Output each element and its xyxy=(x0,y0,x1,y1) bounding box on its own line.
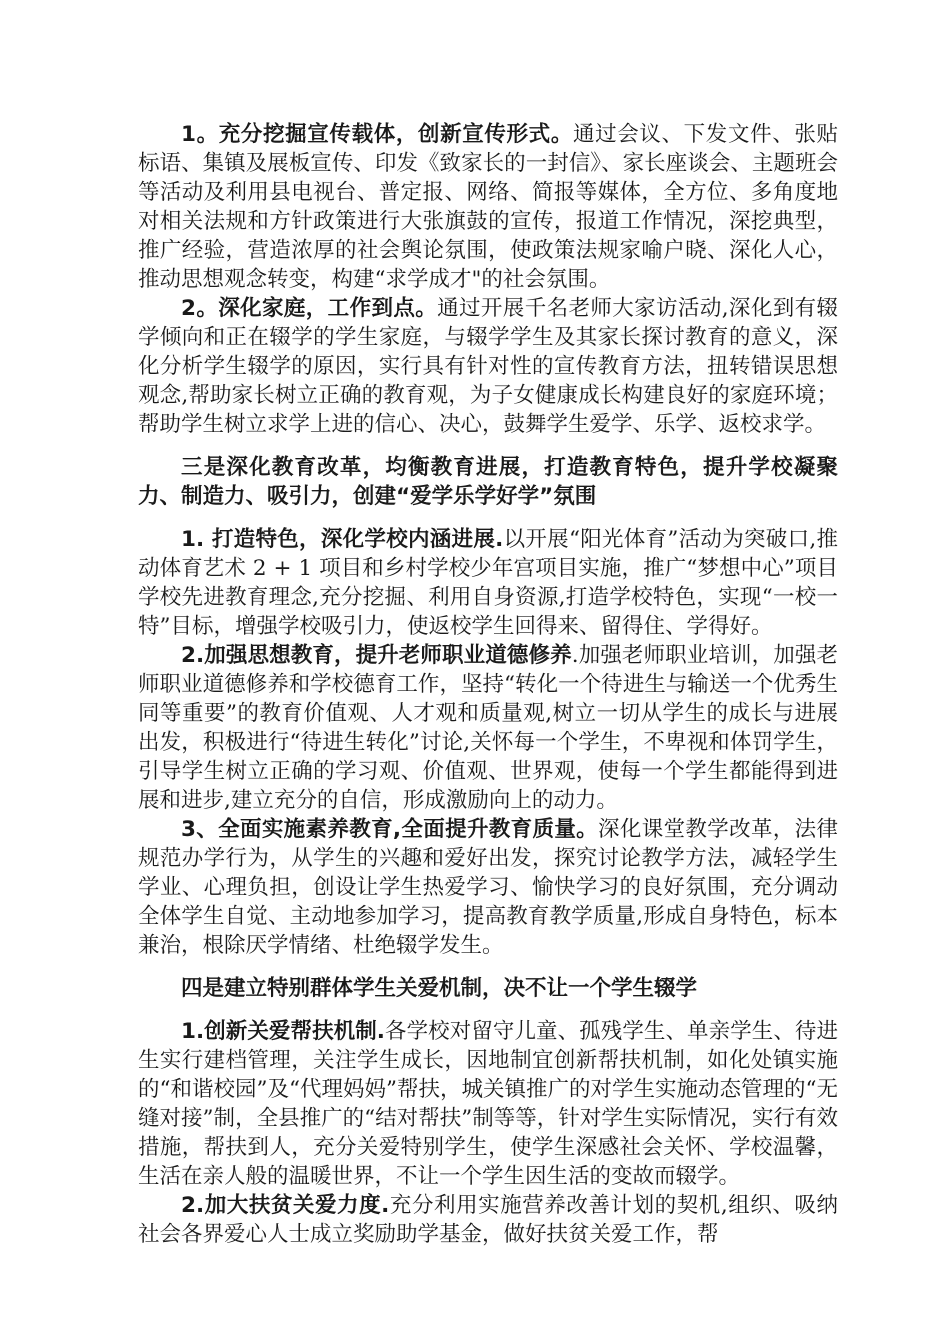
paragraph-lead: 1。充分挖掘宣传载体，创新宣传形式。 xyxy=(181,122,573,147)
paragraph-1-2 xyxy=(138,294,838,439)
paragraph-text: 通过开展千名老师大家访活动,深化到有辍学倾向和正在辍学的学生家庭，与辍学学生及其家长探讨教育的意义，深化分析学生辍学的原因，实行具有针对性的宣传教育方法，扭转错误思想观念,帮助家长树立正确的教育观，为子女健康成长构建良好的家庭环境；帮助学生树立求学上进的信心、决心，鼓舞学生爱学、乐学、返校求学。 xyxy=(138,296,838,437)
paragraph-lead: 2。深化家庭，工作到点。 xyxy=(181,296,438,321)
section-heading-3: 三是深化教育改革，均衡教育进展，打造教育特色，提升学校凝聚力、制造力、吸引力，创建“爱学乐学好学”氛围 xyxy=(138,455,838,509)
paragraph-4-2 xyxy=(138,1191,838,1249)
paragraph-lead: 3、全面实施素养教育,全面提升教育质量。 xyxy=(181,817,599,842)
section-heading-4: 四是建立特别群体学生关爱机制，决不让一个学生辍学 xyxy=(181,976,698,1001)
paragraph-3-1 xyxy=(138,525,838,641)
paragraph-3-2 xyxy=(138,641,838,815)
paragraph-lead: 1. 打造特色，深化学校内涵进展. xyxy=(181,527,504,552)
paragraph-lead: 1.创新关爱帮扶机制. xyxy=(181,1019,385,1044)
paragraph-text: 各学校对留守儿童、孤残学生、单亲学生、待进生实行建档管理，关注学生成长，因地制宜创新帮扶机制，如化处镇实施的“和谐校园”及“代理妈妈”帮扶，城关镇推广的对学生实施动态管理的“无缝对接”制，全县推广的“结对帮扶”制等等，针对学生实际情况，实行有效措施，帮扶到人，充分关爱特别学生，使学生深感社会关怀、学校温馨，生活在亲人般的温暖世界，不让一个学生因生活的变故而辍学。 xyxy=(138,1019,838,1189)
paragraph-text: 充分利用实施营养改善计划的契机,组织、吸纳社会各界爱心人士成立奖励助学基金，做好扶贫关爱工作，帮 xyxy=(138,1193,838,1247)
paragraph-text: .加强老师职业培训，加强老师职业道德修养和学校德育工作，坚持“转化一个待进生与输送一个优秀生同等重要”的教育价值观、人才观和质量观,树立一切从学生的成长与进展出发，积极进行“待进生转化”讨论,关怀每一个学生，不卑视和体罚学生，引导学生树立正确的学习观、价值观、世界观，使每一个学生都能得到进展和进步,建立充分的自信，形成激励向上的动力。 xyxy=(138,643,838,813)
paragraph-text: 深化课堂教学改革，法律规范办学行为，从学生的兴趣和爱好出发，探究讨论教学方法，减轻学生学业、心理负担，创设让学生热爱学习、愉快学习的良好氛围，充分调动全体学生自觉、主动地参加学习，提高教育教学质量,形成自身特色，标本兼治，根除厌学情绪、杜绝辍学发生。 xyxy=(138,817,838,958)
paragraph-lead: 2.加大扶贫关爱力度. xyxy=(181,1193,390,1218)
document-page xyxy=(138,120,838,1249)
paragraph-lead: 2.加强思想教育，提升老师职业道德修养 xyxy=(181,643,572,668)
paragraph-3-3 xyxy=(138,815,838,960)
paragraph-4-1 xyxy=(138,1017,838,1191)
paragraph-text: 通过会议、下发文件、张贴标语、集镇及展板宣传、印发《致家长的一封信》、家长座谈会、主题班会等活动及利用县电视台、普定报、网络、简报等媒体，全方位、多角度地对相关法规和方针政策进行大张旗鼓的宣传，报道工作情况，深挖典型，推广经验，营造浓厚的社会舆论氛围，使政策法规家喻户晓、深化人心，推动思想观念转变，构建“求学成才"的社会氛围。 xyxy=(138,122,838,292)
paragraph-text: 以开展“阳光体育”活动为突破口,推动体育艺术 2 + 1 项目和乡村学校少年宫项目实施，推广“梦想中心”项目学校先进教育理念,充分挖掘、利用自身资源,打造学校特色，实现“一校一特”目标，增强学校吸引力，使返校学生回得来、留得住、学得好。 xyxy=(138,527,838,639)
paragraph-1-1 xyxy=(138,120,838,294)
